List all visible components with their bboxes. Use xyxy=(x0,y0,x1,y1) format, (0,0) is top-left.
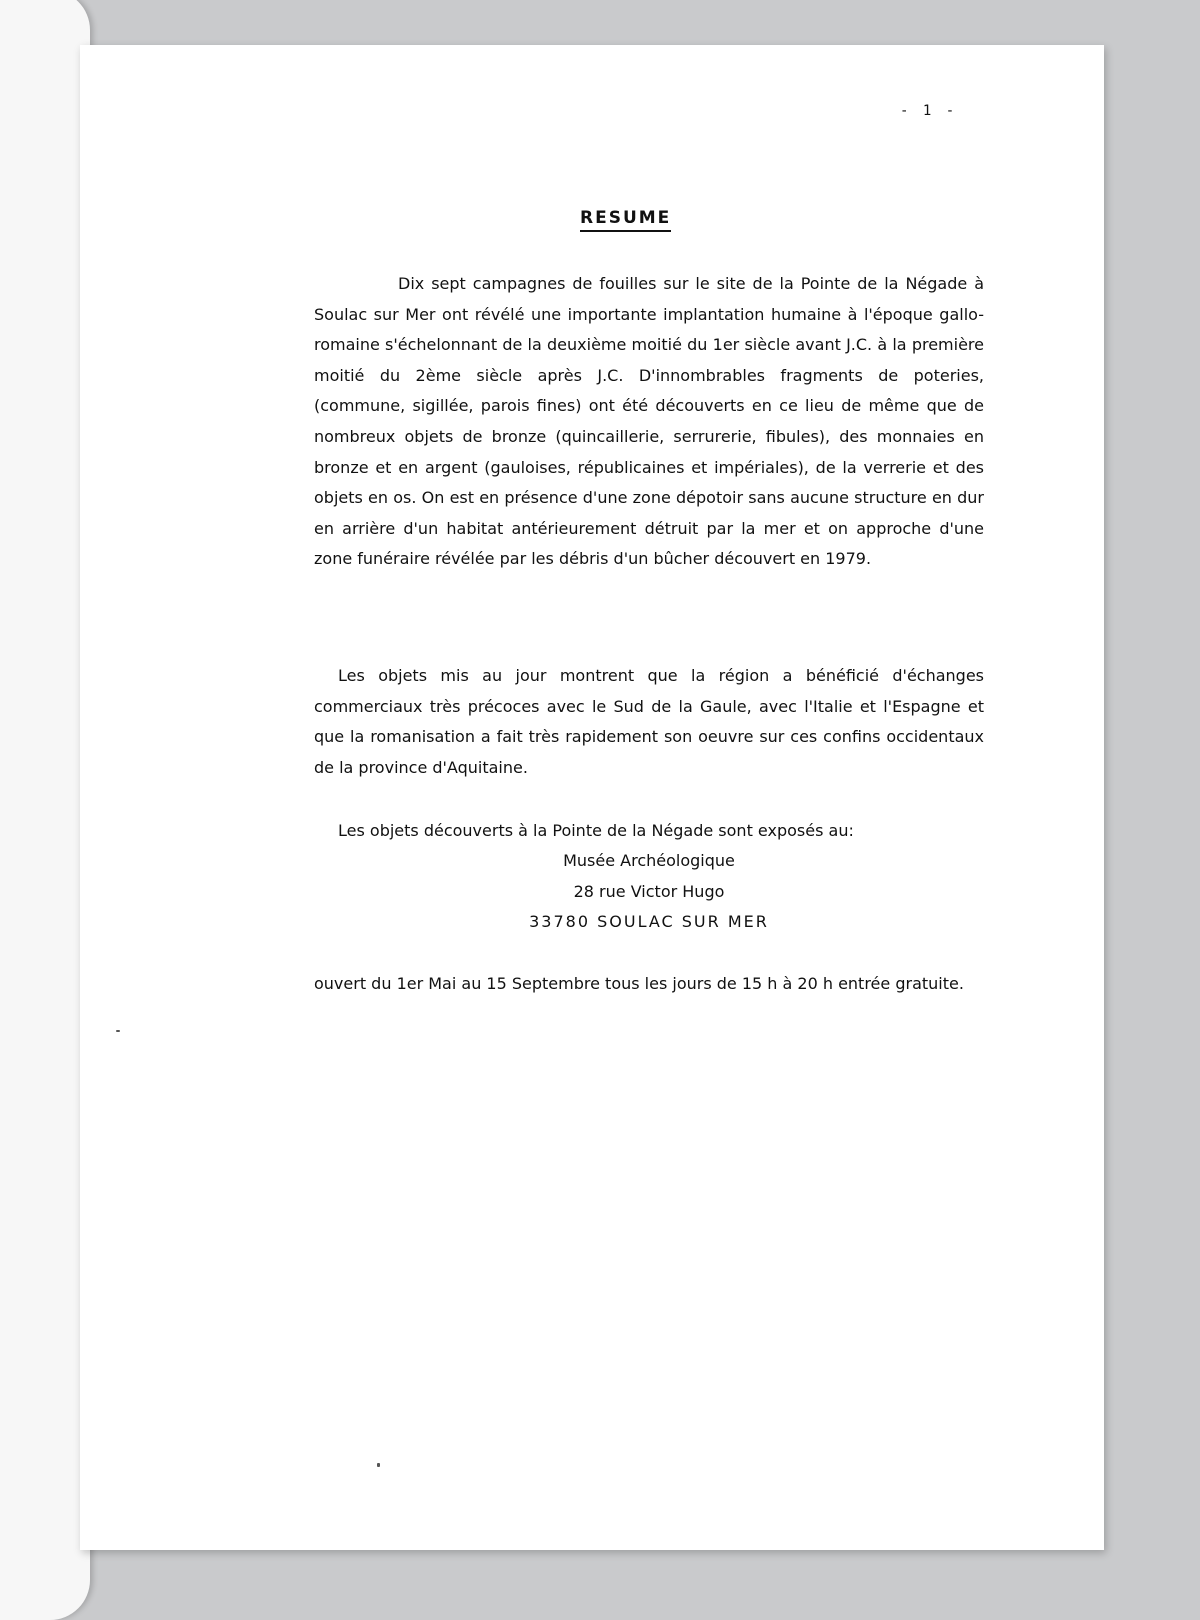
paragraph-summary: Dix sept campagnes de fouilles sur le site de la Pointe de la Négade à Soulac sur Mer ont révélé une importante implantation humaine à l'époque gallo-romaine s'échelonnant de la deuxième moitié du 1er siècle avant J.C. à la première moitié du 2ème siècle après J.C. D'innombrables fragments de poteries, (commune, sigillée, parois fines) ont été découverts en ce lieu de même que de nombreux objets de bronze (quincaillerie, serrurerie, fibules), des monnaies en bronze et en argent (gauloises, républicaines et impériales), de la verrerie et des objets en os. On est en présence d'une zone dépotoir sans aucune structure en dur en arrière d'un habitat antérieurement détruit par la mer et on approche d'une zone funéraire révélée par les débris d'un bûcher découvert en 1979. xyxy=(314,274,984,569)
paragraph-opening-hours: ouvert du 1er Mai au 15 Septembre tous les jours de 15 h à 20 h entrée gratuite. xyxy=(314,974,964,993)
museum-name: Musée Archéologique xyxy=(563,851,735,870)
paragraph-exhibition: Les objets découverts à la Pointe de la Négade sont exposés au: xyxy=(338,821,854,840)
paper-speck xyxy=(116,1030,120,1032)
page-title: RESUME xyxy=(580,208,671,232)
museum-address xyxy=(314,846,984,938)
previous-page-edge xyxy=(0,0,90,1620)
document-page xyxy=(80,45,1104,1550)
museum-street: 28 rue Victor Hugo xyxy=(573,881,725,901)
paragraph-trade: Les objets mis au jour montrent que la région a bénéficié d'échanges commerciaux très précoces avec le Sud de la Gaule, avec l'Italie et l'Espagne et que la romanisation a fait très rapidement son oeuvre sur ces confins occidentaux de la province d'Aquitaine. xyxy=(314,666,984,777)
page-number: - 1 - xyxy=(900,103,958,119)
museum-city: 33780 SOULAC SUR MER xyxy=(529,912,769,932)
paper-speck xyxy=(377,1463,380,1467)
